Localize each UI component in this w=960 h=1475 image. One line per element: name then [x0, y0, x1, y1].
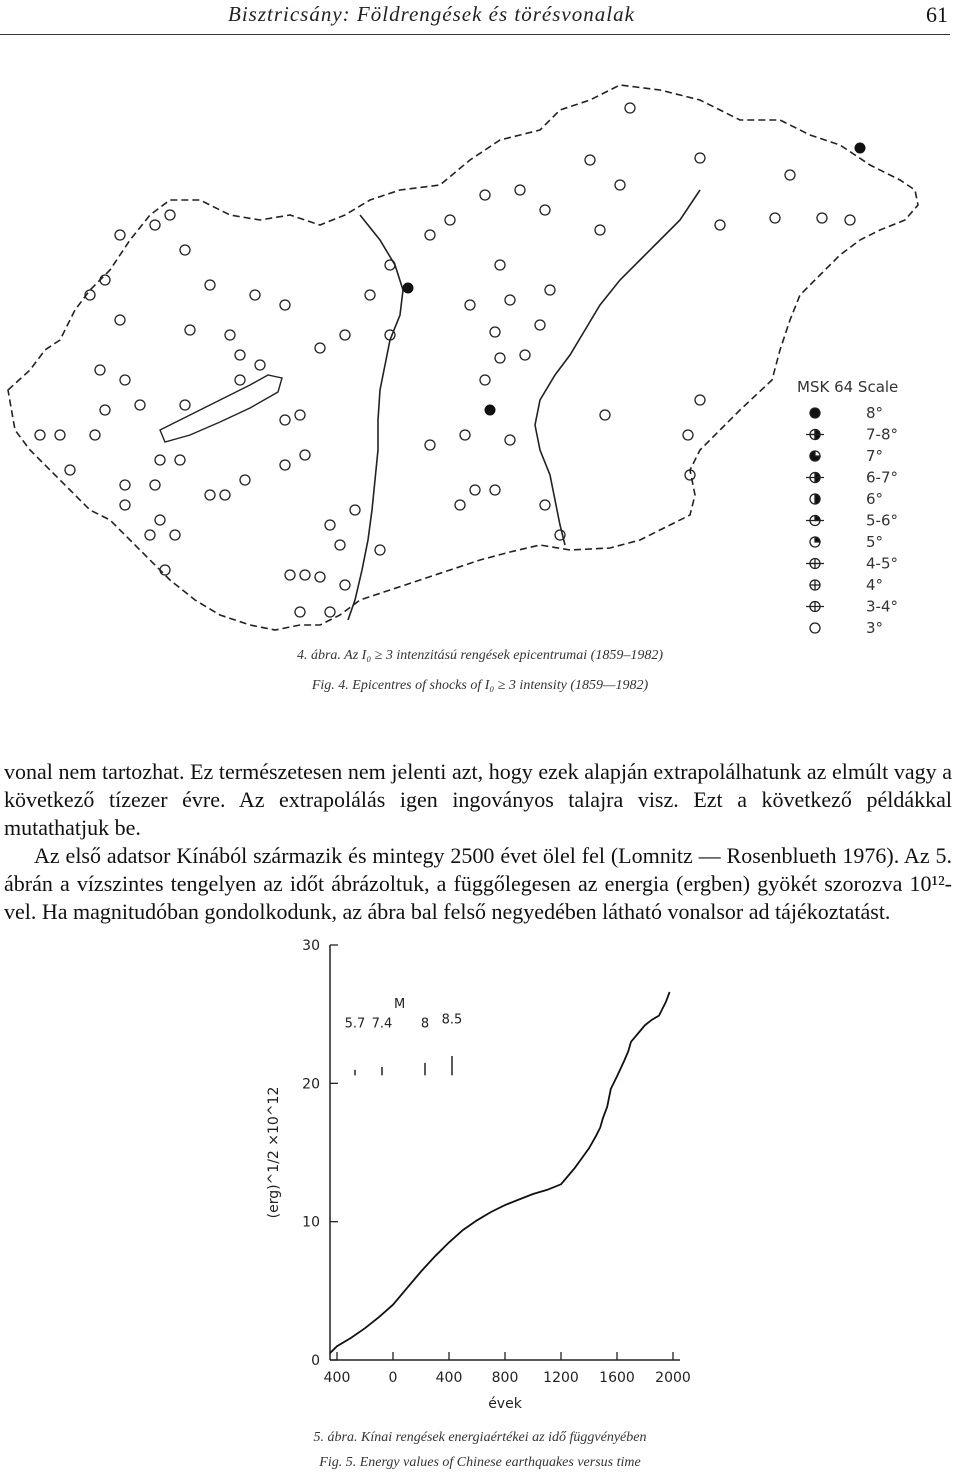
x-tick-label: 1200 — [543, 1370, 579, 1386]
epicentre — [817, 213, 827, 223]
y-tick-label: 0 — [311, 1353, 320, 1369]
epicentre — [490, 327, 500, 337]
epicentre — [520, 350, 530, 360]
epicentre — [340, 330, 350, 340]
danube-river — [348, 215, 403, 620]
y-tick-label: 20 — [302, 1076, 320, 1093]
epicentre — [205, 280, 215, 290]
legend-symbol — [810, 623, 820, 633]
epicentre — [165, 210, 175, 220]
epicentre — [95, 365, 105, 375]
epicentre — [545, 285, 555, 295]
epicentre — [225, 330, 235, 340]
epicentre — [35, 430, 45, 440]
epicentre — [385, 260, 395, 270]
legend-label: 7° — [866, 447, 884, 465]
legend-label: 4-5° — [866, 554, 898, 573]
epicentre — [175, 455, 185, 465]
legend-symbol — [806, 473, 824, 483]
epicentre — [240, 475, 250, 485]
x-tick-label: 1600 — [599, 1370, 635, 1386]
legend-symbol — [806, 516, 824, 526]
epicentre-8deg — [855, 143, 865, 153]
magnitude-label: 5.7 — [344, 1016, 366, 1032]
country-border — [8, 85, 918, 630]
energy-chart — [230, 930, 700, 1430]
figure5-caption-en: Fig. 5. Energy values of Chinese earthquakes versus time — [319, 1455, 641, 1470]
body-text — [4, 758, 952, 926]
legend-row — [806, 555, 898, 573]
epicentre — [160, 565, 170, 575]
legend-row — [806, 469, 898, 487]
legend-label: 3-4° — [866, 597, 898, 616]
epicentre — [695, 395, 705, 405]
lake-balaton — [160, 375, 282, 442]
legend-label: 5-6° — [866, 511, 898, 530]
figure4-caption-hu: 4. ábra. Az I₀ ≥ 3 intenzitású rengések epicentrumai (1859–1982) — [296, 648, 663, 663]
y-tick-label: 30 — [302, 938, 320, 954]
epicentre — [235, 350, 245, 360]
legend-row — [810, 619, 883, 637]
epicentre — [185, 325, 195, 335]
epicentre — [515, 185, 525, 195]
epicentre — [470, 485, 480, 495]
epicentre — [460, 430, 470, 440]
tisza-river — [535, 190, 700, 545]
legend-symbol — [806, 559, 824, 569]
epicentre — [455, 500, 465, 510]
epicentre — [683, 430, 693, 440]
epicentre — [535, 320, 545, 330]
epicentre-8deg — [403, 283, 413, 293]
epicentre — [145, 530, 155, 540]
epicentre — [315, 343, 325, 353]
legend-row — [806, 512, 898, 530]
epicentre — [115, 315, 125, 325]
legend-row — [810, 404, 883, 422]
legend-label: 5° — [866, 533, 884, 551]
legend-row — [806, 598, 898, 616]
epicentre — [425, 440, 435, 450]
epicentre — [180, 400, 190, 410]
epicentre — [495, 353, 505, 363]
epicentre-8deg — [485, 405, 495, 415]
epicentre — [465, 300, 475, 310]
epicentre — [490, 485, 500, 495]
epicentre — [425, 230, 435, 240]
legend-row — [806, 426, 898, 444]
x-axis-label: évek — [488, 1396, 522, 1412]
epicentre — [585, 155, 595, 165]
series-line — [330, 992, 670, 1353]
figure4-caption-en: Fig. 4. Epicentres of shocks of I₀ ≥ 3 intensity (1859—1982) — [311, 678, 649, 693]
y-axis-label: (erg)^1/2 ×10^12 — [266, 1086, 282, 1219]
epicentre — [250, 290, 260, 300]
epicentre — [350, 505, 360, 515]
epicentre — [255, 360, 265, 370]
epicentre — [235, 375, 245, 385]
epicentre — [340, 580, 350, 590]
legend-row — [810, 576, 883, 594]
epicentre — [495, 260, 505, 270]
legend-label: 7-8° — [866, 425, 898, 444]
legend-symbol — [810, 537, 820, 547]
magnitude-label: 7.4 — [371, 1016, 393, 1032]
epicentre-map — [0, 40, 960, 640]
epicentre — [375, 545, 385, 555]
page-header — [0, 0, 960, 36]
epicentre — [715, 220, 725, 230]
epicentre — [150, 480, 160, 490]
magnitude-label: 8 — [420, 1016, 430, 1032]
epicentre — [285, 570, 295, 580]
epicentre — [770, 213, 780, 223]
legend-label: 6-7° — [866, 468, 898, 487]
epicentre — [220, 490, 230, 500]
paragraph: vonal nem tartozhat. Ez természetesen nem jelenti azt, hogy ezek alapján extrapolálhatunk az elmúlt vagy a következő tízezer évre. Az extrapolálás igen ingoványos talajra visz. Ezt a következő példákkal mutathatjuk be. — [4, 759, 952, 840]
epicentre — [100, 275, 110, 285]
x-tick-label: 2000 — [655, 1370, 691, 1386]
epicentre — [300, 570, 310, 580]
epicentre — [280, 415, 290, 425]
epicentre — [555, 530, 565, 540]
epicentre — [335, 540, 345, 550]
epicentre — [695, 153, 705, 163]
epicentre — [445, 215, 455, 225]
legend-symbol — [810, 494, 820, 504]
legend-row — [810, 490, 883, 508]
epicentre — [120, 375, 130, 385]
legend-title: MSK 64 Scale — [797, 378, 899, 396]
figure5-caption-hu: 5. ábra. Kínai rengések energiaértékei az idő függvényében — [313, 1430, 647, 1445]
legend-label: 6° — [866, 490, 884, 508]
magnitude-label: 8.5 — [441, 1012, 463, 1028]
epicentre — [100, 405, 110, 415]
map-legend — [797, 378, 898, 637]
epicentre — [170, 530, 180, 540]
epicentre — [120, 480, 130, 490]
epicentre — [540, 500, 550, 510]
epicentre — [325, 607, 335, 617]
epicentre — [280, 300, 290, 310]
epicentre — [120, 500, 130, 510]
epicentre — [845, 215, 855, 225]
epicentre-filled-symbols — [403, 143, 865, 415]
epicentre — [300, 450, 310, 460]
x-tick-label: 800 — [491, 1370, 519, 1386]
header-divider — [0, 34, 950, 35]
epicentre — [785, 170, 795, 180]
epicentre — [205, 490, 215, 500]
epicentre — [595, 225, 605, 235]
epicentre — [295, 607, 305, 617]
epicentre — [480, 375, 490, 385]
epicentre — [280, 460, 290, 470]
legend-label: 3° — [866, 619, 884, 637]
epicentre — [90, 430, 100, 440]
page-number: 61 — [926, 2, 948, 27]
legend-row — [810, 533, 883, 551]
running-title: Bisztricsány: Földrengések és törésvonalak — [228, 2, 635, 26]
epicentre — [625, 103, 635, 113]
epicentre — [480, 190, 490, 200]
x-tick-label: 0 — [388, 1370, 398, 1386]
epicentre — [155, 455, 165, 465]
epicentre — [135, 400, 145, 410]
y-tick-label: 10 — [302, 1214, 320, 1231]
legend-symbol — [806, 430, 824, 440]
epicentre — [540, 205, 550, 215]
legend-symbol — [806, 602, 824, 612]
x-tick-label: 400 — [435, 1370, 463, 1386]
legend-label: 4° — [866, 576, 884, 594]
magnitude-header: M — [394, 997, 406, 1012]
epicentre — [615, 180, 625, 190]
epicentre — [505, 295, 515, 305]
epicentre — [365, 290, 375, 300]
epicentre — [505, 435, 515, 445]
epicentre — [150, 220, 160, 230]
epicentre — [600, 410, 610, 420]
epicentre — [155, 515, 165, 525]
epicentre — [115, 230, 125, 240]
x-tick-label: 400 — [323, 1370, 351, 1386]
epicentre — [55, 430, 65, 440]
legend-symbol — [810, 580, 820, 590]
legend-row — [810, 447, 883, 465]
legend-symbol — [810, 451, 820, 461]
legend-label: 8° — [866, 404, 884, 422]
chart-axes — [302, 938, 691, 1386]
epicentre — [180, 245, 190, 255]
epicentre — [325, 520, 335, 530]
paragraph: Az első adatsor Kínából származik és mintegy 2500 évet ölel fel (Lomnitz — Rosenblueth 1976). Az 5. ábrán a vízszintes tengelyen az időt ábrázoltuk, a függőlegesen az energia (ergben) gyökét szorozva 10¹²-vel. Ha magnitudóban gondolkodunk, az ábra bal felső negyedében látható vonalsor ad tájékoztatást. — [4, 843, 952, 924]
epicentre — [315, 572, 325, 582]
legend-symbol — [810, 408, 820, 418]
epicentre — [65, 465, 75, 475]
epicentre — [295, 410, 305, 420]
chart-marks — [330, 992, 670, 1353]
